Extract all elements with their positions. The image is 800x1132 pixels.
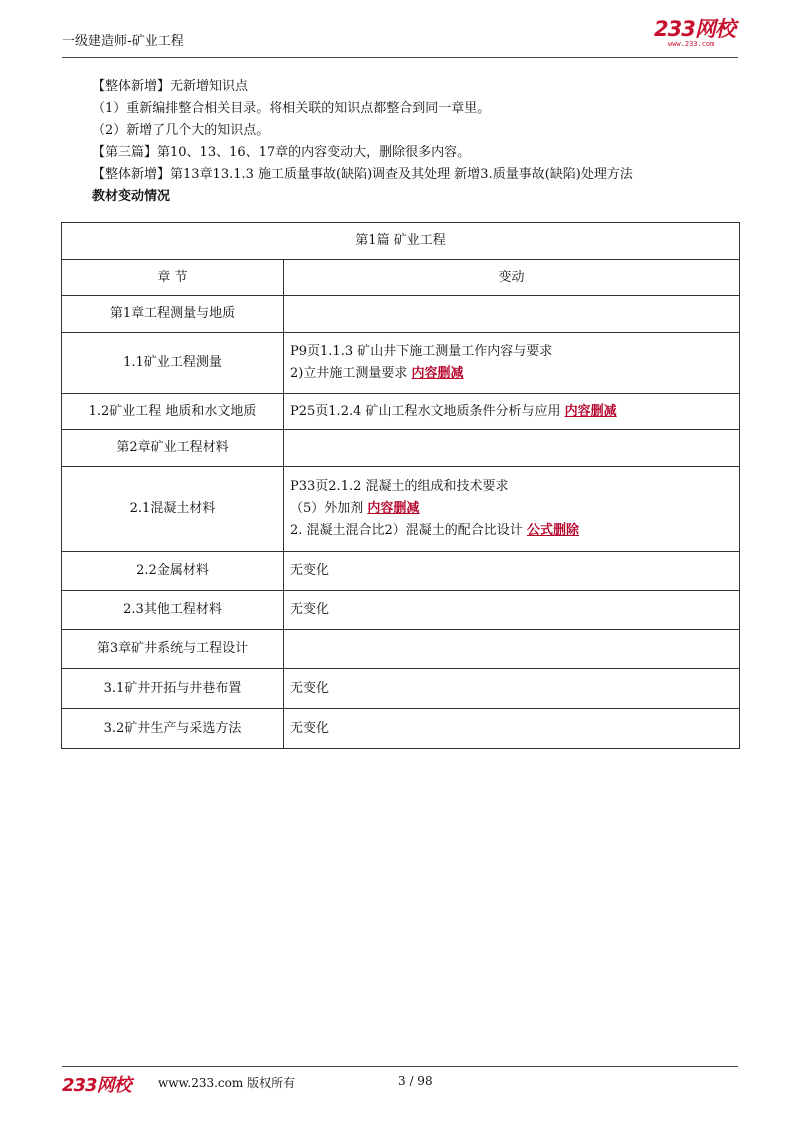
table-row xyxy=(62,296,740,333)
change-cell xyxy=(284,333,740,394)
header-title: 一级建造师-矿业工程 xyxy=(62,34,184,49)
intro-line: 【整体新增】第13章13.1.3 施工质量事故(缺陷)调查及其处理 新增3.质量事故(缺陷)处理方法 xyxy=(92,167,633,182)
table-title-row xyxy=(62,223,740,260)
brand-logo[interactable] xyxy=(654,18,740,48)
footer-divider xyxy=(62,1066,738,1067)
change-cell xyxy=(284,552,740,591)
intro-line: （2）新增了几个大的知识点。 xyxy=(92,123,270,138)
chapter-cell: 第3章矿井系统与工程设计 xyxy=(62,630,284,669)
chapter-cell: 第2章矿业工程材料 xyxy=(62,430,284,467)
change-text: 无变化 xyxy=(290,720,330,736)
chapter-cell: 1.1矿业工程测量 xyxy=(62,333,284,394)
change-link[interactable]: 公式删除 xyxy=(526,523,579,538)
intro-line: 【第三篇】第10、13、16、17章的内容变动大，删除很多内容。 xyxy=(92,145,471,160)
change-line xyxy=(290,520,733,542)
chapter-cell: 1.2矿业工程 地质和水文地质 xyxy=(62,394,284,430)
table-row xyxy=(62,591,740,630)
change-cell xyxy=(284,630,740,669)
brand-logo-url: www.233.com xyxy=(668,40,715,48)
chapter-cell: 第1章工程测量与地质 xyxy=(62,296,284,333)
table-row xyxy=(62,394,740,430)
change-line xyxy=(290,341,733,363)
change-text: P25页1.2.4 矿山工程水文地质条件分析与应用 xyxy=(290,403,565,419)
footer-copyright: www.233.com 版权所有 xyxy=(158,1076,296,1090)
change-text: P9页1.1.3 矿山井下施工测量工作内容与要求 xyxy=(290,344,553,359)
change-text: P33页2.1.2 混凝土的组成和技术要求 xyxy=(290,479,509,494)
table-row xyxy=(62,333,740,394)
change-cell xyxy=(284,467,740,552)
change-cell xyxy=(284,669,740,709)
chapter-cell: 2.1混凝土材料 xyxy=(62,467,284,552)
change-line xyxy=(290,599,733,621)
change-text: 2. 混凝土混合比2）混凝土的配合比设计 xyxy=(290,523,527,538)
table-title: 第1篇 矿业工程 xyxy=(62,223,740,260)
change-line xyxy=(290,476,733,498)
table-header-row xyxy=(62,260,740,296)
change-text: 2)立井施工测量要求 xyxy=(290,366,412,381)
change-line xyxy=(290,498,733,520)
change-line xyxy=(290,560,733,582)
table-row xyxy=(62,630,740,669)
change-text: 无变化 xyxy=(290,680,330,696)
change-cell xyxy=(284,709,740,749)
change-line xyxy=(290,678,733,700)
change-line xyxy=(290,363,733,385)
table-row xyxy=(62,467,740,552)
change-cell xyxy=(284,296,740,333)
column-header-chapter: 章 节 xyxy=(62,260,284,296)
change-cell xyxy=(284,430,740,467)
header-divider xyxy=(62,57,738,58)
change-cell xyxy=(284,394,740,430)
column-header-change: 变动 xyxy=(284,260,740,296)
change-link[interactable]: 内容删减 xyxy=(411,366,464,381)
footer-logo[interactable]: 233网校 xyxy=(62,1075,131,1096)
section-heading: 教材变动情况 xyxy=(92,189,171,204)
intro-notes xyxy=(92,76,752,208)
change-text: （5）外加剂 xyxy=(290,501,368,516)
change-line xyxy=(290,401,733,423)
chapter-cell: 3.1矿井开拓与井巷布置 xyxy=(62,669,284,709)
page-number: 3 / 98 xyxy=(398,1074,433,1088)
brand-logo-text: 233网校 xyxy=(654,17,735,41)
changes-table xyxy=(61,222,740,749)
table-row xyxy=(62,709,740,749)
chapter-cell: 3.2矿井生产与采选方法 xyxy=(62,709,284,749)
table-row xyxy=(62,552,740,591)
chapter-cell: 2.2金属材料 xyxy=(62,552,284,591)
change-line xyxy=(290,718,733,740)
change-cell xyxy=(284,591,740,630)
intro-line: （1）重新编排整合相关目录。将相关联的知识点都整合到同一章里。 xyxy=(92,101,491,116)
change-text: 无变化 xyxy=(290,563,330,578)
change-text: 无变化 xyxy=(290,602,330,617)
table-row xyxy=(62,430,740,467)
table-row xyxy=(62,669,740,709)
change-link[interactable]: 内容删减 xyxy=(367,501,420,516)
chapter-cell: 2.3其他工程材料 xyxy=(62,591,284,630)
change-link[interactable]: 内容删减 xyxy=(564,403,617,419)
intro-line: 【整体新增】无新增知识点 xyxy=(92,79,249,94)
